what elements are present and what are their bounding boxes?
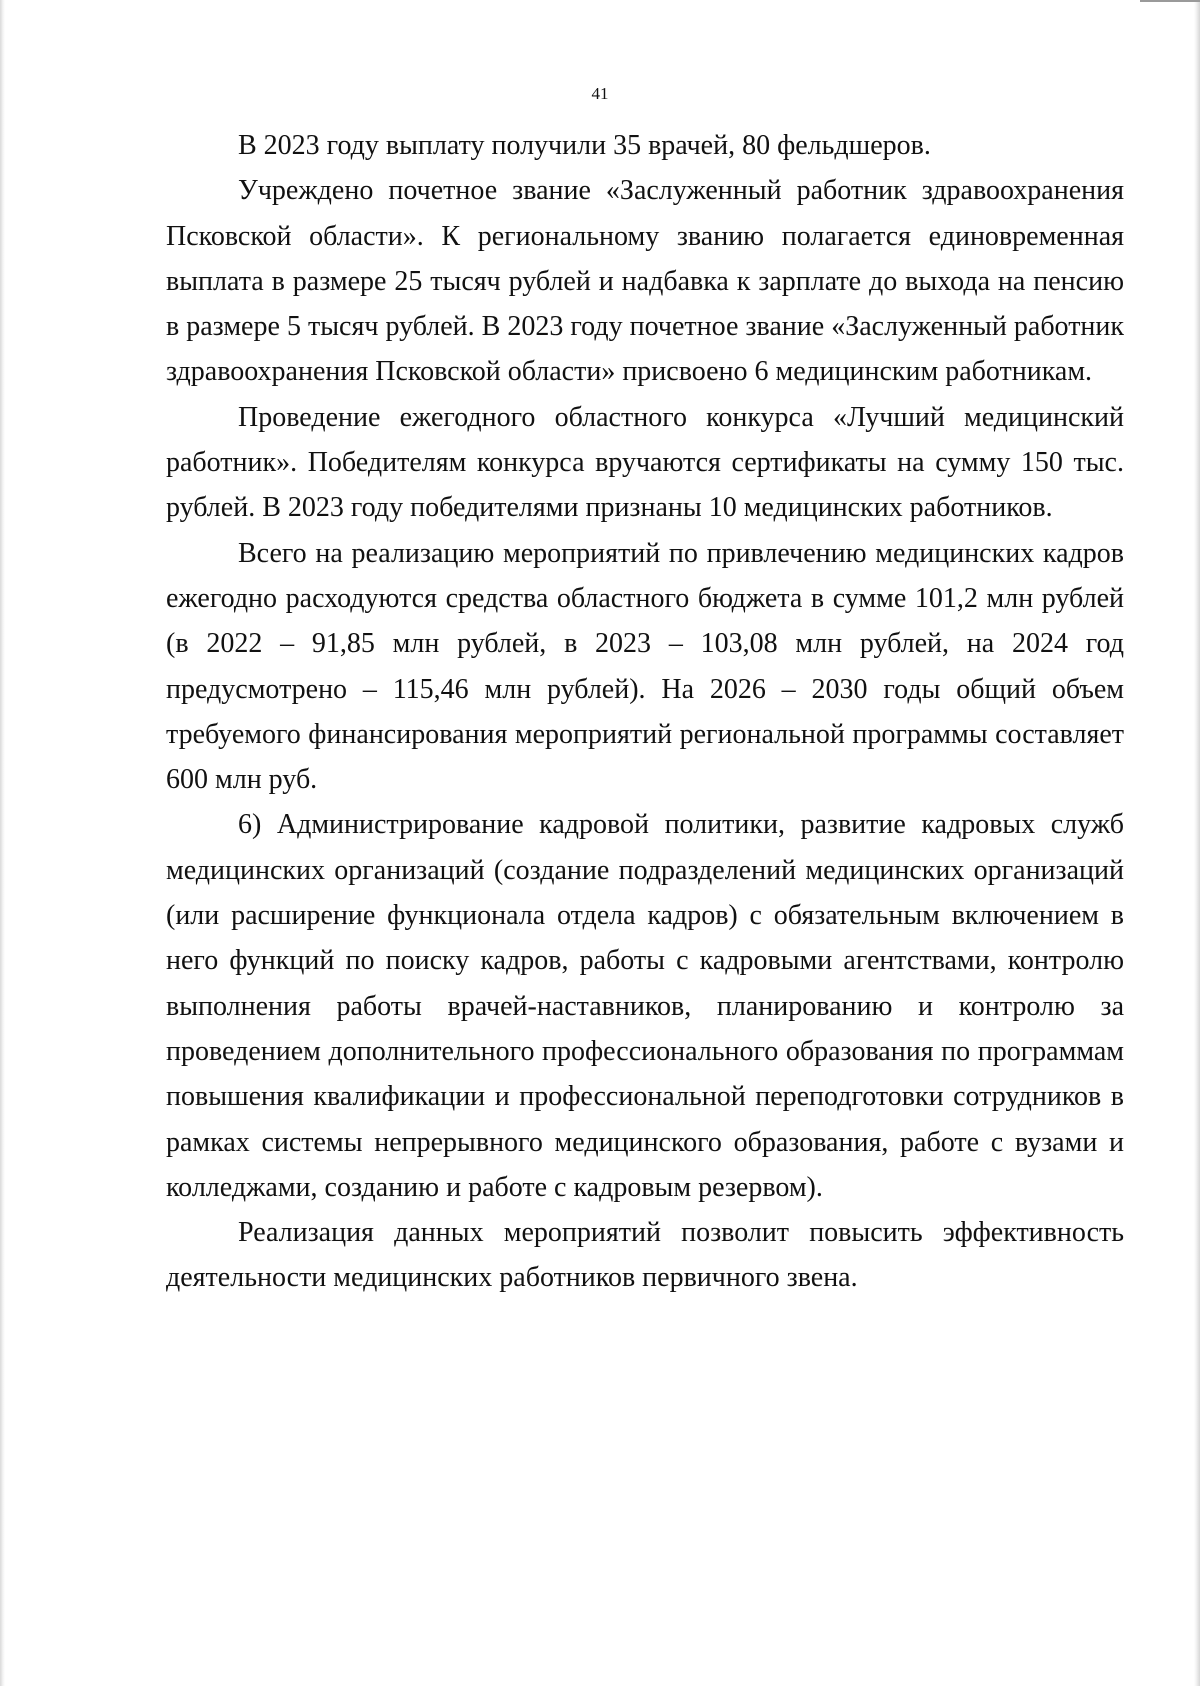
paragraph-conclusion: Реализация данных мероприятий позволит повысить эффективность деятельности медицинских работников первичного звена. — [166, 1217, 1124, 1294]
scan-edge-right — [1194, 0, 1200, 1686]
document-body — [166, 123, 1124, 1301]
paragraph-honorary-title: Учреждено почетное звание «Заслуженный работник здравоохранения Псковской области». К региональному званию полагается единовременная выплата в размере 25 тысяч рублей и надбавка к зарплате до выхода на пенсию в размере 5 тысяч рублей. В 2023 году почетное звание «Заслуженный работник здравоохранения Псковской области» присвоено 6 медицинским работникам. — [166, 175, 1124, 388]
paragraph-best-worker-contest: Проведение ежегодного областного конкурса «Лучший медицинский работник». Победителям конкурса вручаются сертификаты на сумму 150 тыс. рублей. В 2023 году победителями признаны 10 медицинских работников. — [166, 401, 1124, 524]
paragraph-payments: В 2023 году выплату получили 35 врачей, 80 фельдшеров. — [238, 130, 931, 161]
paragraph-budget: Всего на реализацию мероприятий по привлечению медицинских кадров ежегодно расходуются средства областного бюджета в сумме 101,2 млн рублей (в 2022 – 91,85 млн рублей, в 2023 – 103,08 млн рублей, на 2024 год предусмотрено – 115,46 млн рублей). На 2026 – 2030 годы общий объем требуемого финансирования мероприятий региональной программы составляет 600 млн руб. — [166, 537, 1124, 796]
top-rule — [1140, 0, 1200, 2]
page-number: 41 — [591, 84, 609, 103]
paragraph-hr-administration: 6) Администрирование кадровой политики, развитие кадровых служб медицинских организаций (создание подразделений медицинских организаций (или расширение функционала отдела кадров) с обязательным включением в него функций по поиску кадров, работы с кадровыми агентствами, контролю выполнения работы врачей-наставников, планированию и контролю за проведением дополнительного профессионального образования по программам повышения квалификации и профессиональной переподготовки сотрудников в рамках системы непрерывного медицинского образования, работе с вузами и колледжами, созданию и работе с кадровым резервом). — [166, 809, 1124, 1203]
scan-edge-left — [0, 0, 5, 1686]
